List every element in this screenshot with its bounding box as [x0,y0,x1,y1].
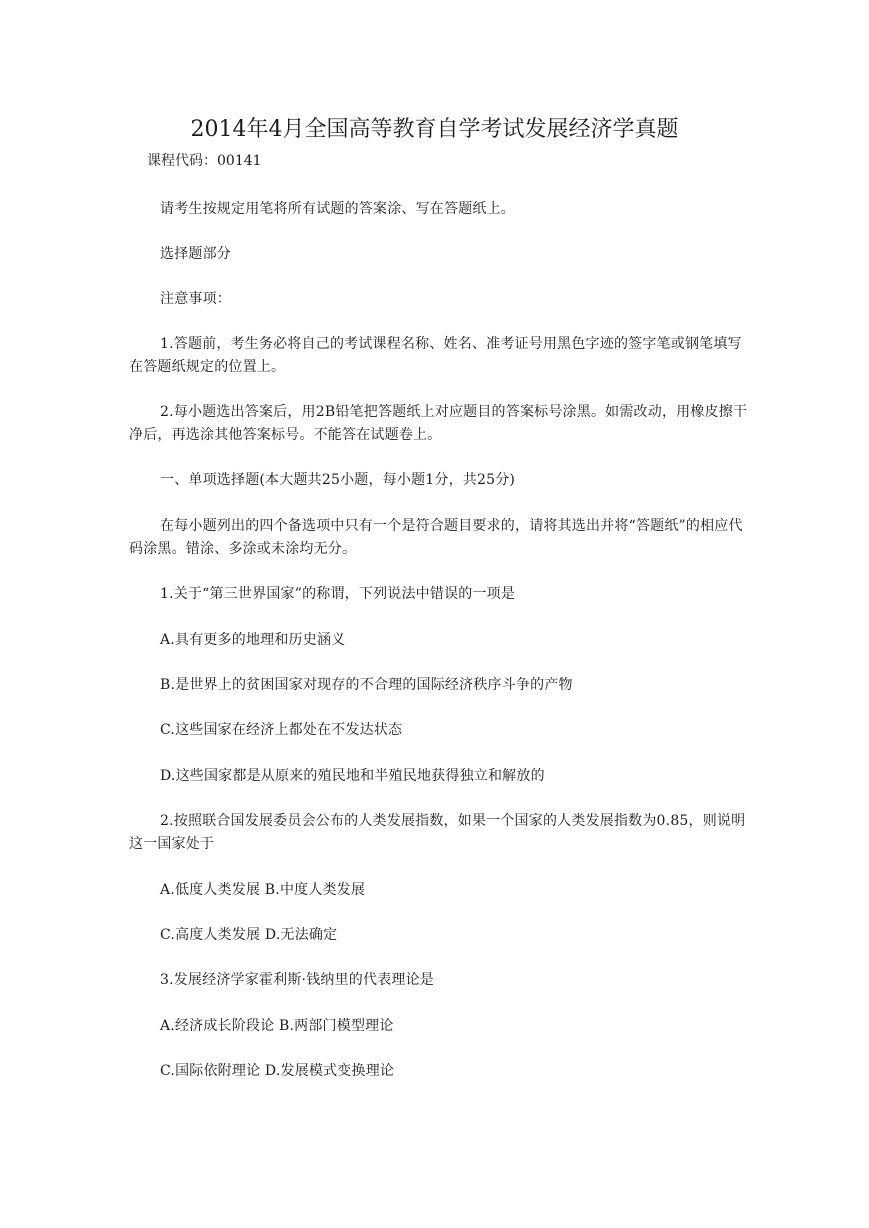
question-1: 1.关于“第三世界国家”的称谓，下列说法中错误的一项是 [160,586,516,602]
question-2: 2.按照联合国发展委员会公布的人类发展指数，如果一个国家的人类发展指数为0.85，则说明这一国家处于 [129,813,746,852]
document-title: 2014年4月全国高等教育自学考试发展经济学真题 [190,117,679,142]
question-3: 3.发展经济学家霍利斯·钱纳里的代表理论是 [160,972,435,988]
notes-heading: 注意事项： [160,291,231,307]
options-2ab: A.低度人类发展 B.中度人类发展 [160,882,366,898]
option-1c: C.这些国家在经济上都处在不发达状态 [160,722,403,738]
option-1a: A.具有更多的地理和历史涵义 [160,632,346,648]
option-1d: D.这些国家都是从原来的殖民地和半殖民地获得独立和解放的 [160,768,545,784]
part-instruction: 在每小题列出的四个备选项中只有一个是符合题目要求的，请将其选出并将“答题纸”的相应代码涂黑。错涂、多涂或未涂均无分。 [129,518,743,557]
instruction-paragraph: 请考生按规定用笔将所有试题的答案涂、写在答题纸上。 [160,201,515,217]
course-code: 课程代码：00141 [147,153,262,169]
options-2cd: C.高度人类发展 D.无法确定 [160,927,338,943]
part-heading: 一、单项选择题(本大题共25小题，每小题1分，共25分) [160,472,516,488]
note-item-1: 1.答题前，考生务必将自己的考试课程名称、姓名、准考证号用黑色字迹的签字笔或钢笔填写在答题纸规定的位置上。 [129,336,742,375]
options-3ab: A.经济成长阶段论 B.两部门模型理论 [160,1018,394,1034]
options-3cd: C.国际依附理论 D.发展模式变换理论 [160,1063,395,1079]
section-heading: 选择题部分 [160,246,231,262]
note-item-2: 2.每小题选出答案后，用2B铅笔把答题纸上对应题目的答案标号涂黑。如需改动，用橡皮擦干净后，再选涂其他答案标号。不能答在试题卷上。 [129,404,748,443]
option-1b: B.是世界上的贫困国家对现存的不合理的国际经济秩序斗争的产物 [160,677,573,693]
